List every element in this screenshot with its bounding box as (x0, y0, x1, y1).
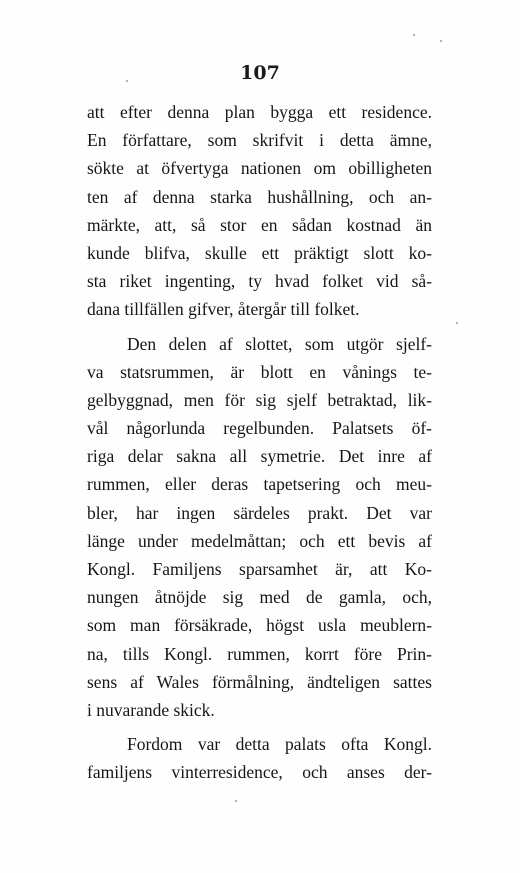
paragraph-1 (87, 98, 432, 324)
text-line: En författare, som skrifvit i detta ämne, (87, 130, 432, 151)
print-speck (126, 80, 128, 82)
print-speck (456, 322, 458, 324)
text-line: va statsrummen, är blott en vånings te- (87, 361, 432, 382)
paragraph-3 (87, 730, 432, 786)
paragraph-2 (87, 330, 432, 725)
text-line: som man försäkrade, högst usla meublern- (87, 615, 432, 636)
text-line: märkte, att, så stor en sådan kostnad än (87, 214, 432, 235)
page-number: 107 (240, 62, 280, 84)
text-line: i nuvarande skick. (87, 699, 215, 720)
text-line: dana tillfällen gifver, återgår till folket. (87, 299, 360, 320)
print-speck (413, 34, 415, 36)
text-line: familjens vinterresidence, och anses der- (87, 762, 432, 783)
print-speck (440, 40, 442, 42)
body-text (87, 98, 432, 787)
text-line: länge under medelmåttan; och ett bevis af (87, 530, 432, 551)
text-line: kunde blifva, skulle ett präktigt slott ko- (87, 242, 432, 263)
text-line: sta riket ingenting, ty hvad folket vid så- (87, 271, 432, 292)
text-line: bler, har ingen särdeles prakt. Det var (87, 502, 432, 523)
text-line: gelbyggnad, men för sig sjelf betraktad, lik- (87, 389, 432, 410)
text-line: Den delen af slottet, som utgör sjelf- (127, 333, 432, 354)
text-line: riga delar sakna all symetrie. Det inre af (87, 446, 432, 467)
text-line: Kongl. Familjens sparsamhet är, att Ko- (87, 559, 432, 579)
text-line: sökte at öfvertyga nationen om obilligheten (87, 158, 432, 179)
text-line: rummen, eller deras tapetsering och meu- (87, 474, 432, 495)
text-line: vål någorlunda regelbunden. Palatsets öf- (87, 418, 432, 439)
text-line: att efter denna plan bygga ett residence. (87, 102, 432, 122)
text-line: Fordom var detta palats ofta Kongl. (127, 734, 432, 755)
text-line: sens af Wales förmålning, ändteligen sattes (87, 671, 432, 692)
print-speck (235, 800, 237, 802)
text-line: na, tills Kongl. rummen, korrt före Prin- (87, 643, 432, 664)
text-line: ten af denna starka hushållning, och an- (87, 186, 432, 207)
text-line: nungen åtnöjde sig med de gamla, och, (87, 587, 432, 608)
